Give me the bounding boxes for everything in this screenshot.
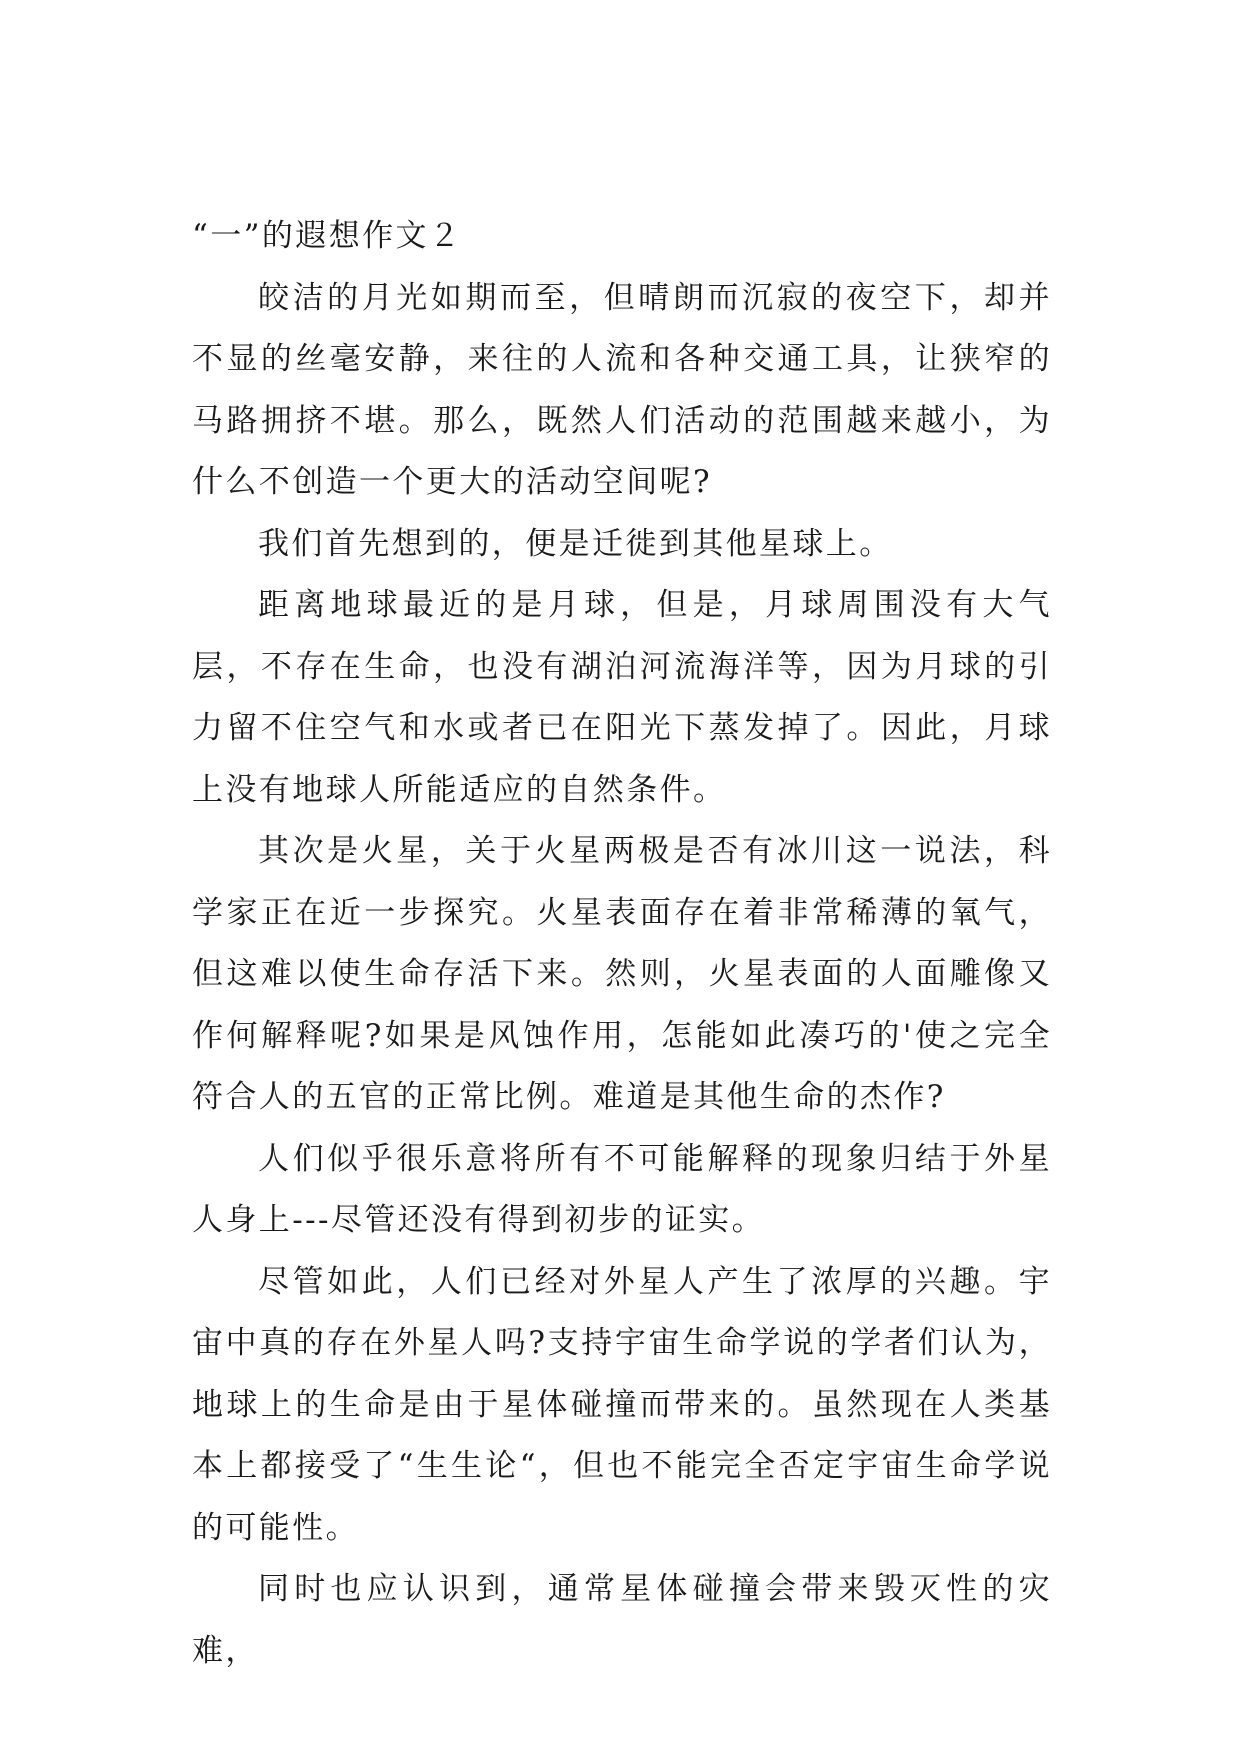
paragraph-collision: 同时也应认识到，通常星体碰撞会带来毁灭性的灾难， [192, 1571, 1052, 1669]
paragraph-moon: 距离地球最近的是月球，但是，月球周围没有大气层，不存在生命，也没有湖泊河流海洋等，因为月球的引力留不住空气和水或者已在阳光下蒸发掉了。因此，月球上没有地球人所能适应的自然条件。 [192, 587, 1052, 808]
document-title: “一”的遐想作文２ [192, 218, 463, 254]
document-body [192, 206, 1052, 1682]
paragraph-moonlight: 皎洁的月光如期而至，但晴朗而沉寂的夜空下，却并不显的丝毫安静，来往的人流和各种交通工具，让狭窄的马路拥挤不堪。那么，既然人们活动的范围越来越小，为什么不创造一个更大的活动空间呢? [192, 279, 1052, 500]
paragraph-mars: 其次是火星，关于火星两极是否有冰川这一说法，科学家正在近一步探究。火星表面存在着非常稀薄的氧气，但这难以使生命存活下来。然则，火星表面的人面雕像又作何解释呢?如果是风蚀作用，怎能如此凑巧的'使之完全符合人的五官的正常比例。难道是其他生命的杰作? [192, 833, 1052, 1115]
paragraph-cosmic-life: 尽管如此，人们已经对外星人产生了浓厚的兴趣。宇宙中真的存在外星人吗?支持宇宙生命学说的学者们认为，地球上的生命是由于星体碰撞而带来的。虽然现在人类基本上都接受了“生生论“，但也不能完全否定宇宙生命学说的可能性。 [192, 1263, 1052, 1546]
paragraph-aliens: 人们似乎很乐意将所有不可能解释的现象归结于外星人身上---尽管还没有得到初步的证实。 [192, 1140, 1052, 1238]
paragraph-migration: 我们首先想到的，便是迁徙到其他星球上。 [258, 525, 893, 562]
